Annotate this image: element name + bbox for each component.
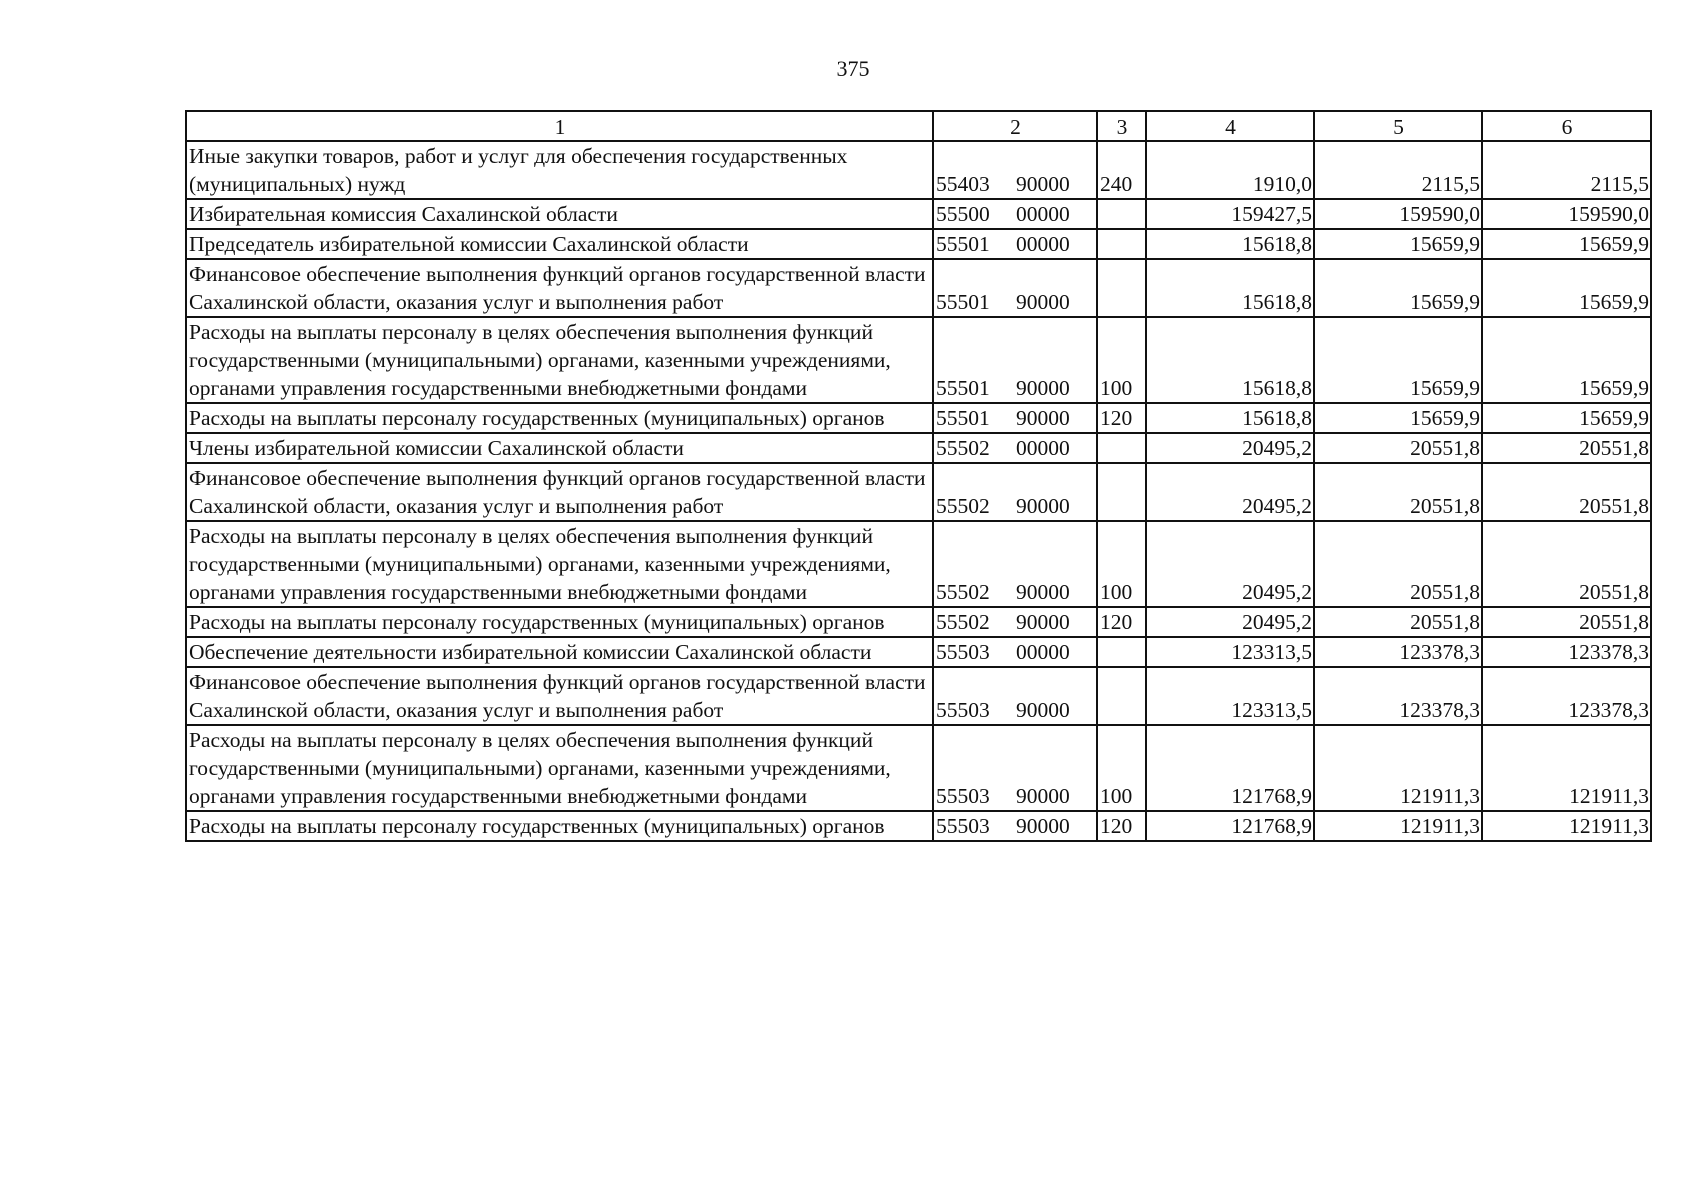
code-direction: 90000 [1016, 580, 1070, 604]
page-number: 375 [836, 56, 870, 81]
row-code [933, 607, 1097, 637]
code-program: 55503 [936, 784, 990, 808]
code-program: 55503 [936, 698, 990, 722]
code-direction: 90000 [1016, 494, 1070, 518]
code-direction: 00000 [1016, 202, 1070, 226]
row-value-4: 20495,2 [1146, 607, 1314, 637]
row-code [933, 199, 1097, 229]
row-value-6: 15659,9 [1482, 259, 1651, 317]
row-code [933, 317, 1097, 403]
row-value-4: 15618,8 [1146, 259, 1314, 317]
table-row [186, 403, 1651, 433]
row-code [933, 667, 1097, 725]
row-code [933, 403, 1097, 433]
row-value-6: 121911,3 [1482, 725, 1651, 811]
row-value-4: 15618,8 [1146, 317, 1314, 403]
code-direction: 90000 [1016, 406, 1070, 430]
row-value-6: 15659,9 [1482, 317, 1651, 403]
row-value-4: 121768,9 [1146, 725, 1314, 811]
row-name: Обеспечение деятельности избирательной комиссии Сахалинской области [186, 637, 933, 667]
code-program: 55500 [936, 202, 990, 226]
row-code [933, 259, 1097, 317]
code-program: 55503 [936, 640, 990, 664]
code-program: 55403 [936, 172, 990, 196]
row-value-6: 123378,3 [1482, 667, 1651, 725]
code-program: 55501 [936, 290, 990, 314]
row-expense-type: 100 [1097, 317, 1146, 403]
row-code [933, 725, 1097, 811]
row-name: Расходы на выплаты персоналу государственных (муниципальных) органов [186, 607, 933, 637]
row-value-5: 20551,8 [1314, 521, 1482, 607]
row-value-5: 121911,3 [1314, 811, 1482, 841]
row-expense-type: 240 [1097, 141, 1146, 199]
code-direction: 90000 [1016, 172, 1070, 196]
row-value-4: 15618,8 [1146, 229, 1314, 259]
column-header-4: 4 [1146, 111, 1314, 141]
table-row [186, 607, 1651, 637]
table-row [186, 199, 1651, 229]
code-program: 55503 [936, 814, 990, 838]
code-program: 55502 [936, 436, 990, 460]
row-value-5: 20551,8 [1314, 607, 1482, 637]
table-row [186, 433, 1651, 463]
row-name: Члены избирательной комиссии Сахалинской области [186, 433, 933, 463]
row-value-4: 1910,0 [1146, 141, 1314, 199]
table-row [186, 725, 1651, 811]
row-name: Председатель избирательной комиссии Сахалинской области [186, 229, 933, 259]
row-value-5: 15659,9 [1314, 403, 1482, 433]
column-header-5: 5 [1314, 111, 1482, 141]
row-value-5: 159590,0 [1314, 199, 1482, 229]
row-expense-type: 100 [1097, 521, 1146, 607]
table-row [186, 463, 1651, 521]
code-direction: 00000 [1016, 436, 1070, 460]
row-value-5: 2115,5 [1314, 141, 1482, 199]
row-value-6: 20551,8 [1482, 463, 1651, 521]
row-name: Расходы на выплаты персоналу в целях обеспечения выполнения функций государственными (муниципальными) органами, казенными учреждениями, органами управления государственными внебюджетными фондами [186, 521, 933, 607]
row-value-4: 123313,5 [1146, 637, 1314, 667]
row-name: Расходы на выплаты персоналу в целях обеспечения выполнения функций государственными (муниципальными) органами, казенными учреждениями, органами управления государственными внебюджетными фондами [186, 725, 933, 811]
row-value-5: 123378,3 [1314, 637, 1482, 667]
row-value-4: 15618,8 [1146, 403, 1314, 433]
row-code [933, 811, 1097, 841]
code-direction: 00000 [1016, 232, 1070, 256]
row-value-5: 123378,3 [1314, 667, 1482, 725]
row-expense-type: 120 [1097, 607, 1146, 637]
row-value-6: 20551,8 [1482, 607, 1651, 637]
row-name: Иные закупки товаров, работ и услуг для обеспечения государственных (муниципальных) нужд [186, 141, 933, 199]
table-row [186, 317, 1651, 403]
row-name: Финансовое обеспечение выполнения функций органов государственной власти Сахалинской области, оказания услуг и выполнения работ [186, 667, 933, 725]
row-value-5: 15659,9 [1314, 229, 1482, 259]
table-row [186, 521, 1651, 607]
row-value-4: 20495,2 [1146, 433, 1314, 463]
row-value-4: 20495,2 [1146, 463, 1314, 521]
table-row [186, 229, 1651, 259]
row-value-5: 20551,8 [1314, 433, 1482, 463]
row-value-6: 121911,3 [1482, 811, 1651, 841]
row-value-6: 20551,8 [1482, 433, 1651, 463]
code-direction: 90000 [1016, 290, 1070, 314]
row-expense-type [1097, 667, 1146, 725]
code-direction: 90000 [1016, 784, 1070, 808]
row-value-5: 15659,9 [1314, 317, 1482, 403]
row-value-5: 15659,9 [1314, 259, 1482, 317]
row-code [933, 141, 1097, 199]
row-expense-type [1097, 637, 1146, 667]
row-expense-type: 120 [1097, 811, 1146, 841]
row-code [933, 229, 1097, 259]
row-value-6: 159590,0 [1482, 199, 1651, 229]
row-name: Финансовое обеспечение выполнения функций органов государственной власти Сахалинской области, оказания услуг и выполнения работ [186, 463, 933, 521]
row-name: Расходы на выплаты персоналу государственных (муниципальных) органов [186, 403, 933, 433]
code-direction: 90000 [1016, 698, 1070, 722]
table-row [186, 259, 1651, 317]
table-row [186, 637, 1651, 667]
table-row [186, 811, 1651, 841]
row-name: Расходы на выплаты персоналу государственных (муниципальных) органов [186, 811, 933, 841]
column-header-1: 1 [186, 111, 933, 141]
row-code [933, 637, 1097, 667]
code-program: 55501 [936, 232, 990, 256]
row-code [933, 433, 1097, 463]
code-program: 55501 [936, 406, 990, 430]
row-name: Избирательная комиссия Сахалинской области [186, 199, 933, 229]
row-value-4: 123313,5 [1146, 667, 1314, 725]
row-value-4: 20495,2 [1146, 521, 1314, 607]
header-row [186, 111, 1651, 141]
code-direction: 90000 [1016, 376, 1070, 400]
code-program: 55502 [936, 494, 990, 518]
row-value-6: 123378,3 [1482, 637, 1651, 667]
row-name: Расходы на выплаты персоналу в целях обеспечения выполнения функций государственными (муниципальными) органами, казенными учреждениями, органами управления государственными внебюджетными фондами [186, 317, 933, 403]
code-direction: 00000 [1016, 640, 1070, 664]
table-body [186, 141, 1651, 841]
table-row [186, 141, 1651, 199]
row-name: Финансовое обеспечение выполнения функций органов государственной власти Сахалинской области, оказания услуг и выполнения работ [186, 259, 933, 317]
row-value-6: 20551,8 [1482, 521, 1651, 607]
row-value-6: 15659,9 [1482, 229, 1651, 259]
column-header-3: 3 [1097, 111, 1146, 141]
column-header-6: 6 [1482, 111, 1651, 141]
budget-table [185, 110, 1652, 842]
row-value-4: 121768,9 [1146, 811, 1314, 841]
column-header-2: 2 [933, 111, 1097, 141]
code-direction: 90000 [1016, 814, 1070, 838]
row-value-5: 121911,3 [1314, 725, 1482, 811]
row-expense-type [1097, 229, 1146, 259]
code-program: 55501 [936, 376, 990, 400]
code-direction: 90000 [1016, 610, 1070, 634]
row-expense-type [1097, 433, 1146, 463]
row-value-4: 159427,5 [1146, 199, 1314, 229]
row-expense-type: 100 [1097, 725, 1146, 811]
row-expense-type [1097, 259, 1146, 317]
code-program: 55502 [936, 610, 990, 634]
row-expense-type [1097, 199, 1146, 229]
row-expense-type [1097, 463, 1146, 521]
row-code [933, 521, 1097, 607]
row-value-6: 15659,9 [1482, 403, 1651, 433]
row-expense-type: 120 [1097, 403, 1146, 433]
row-value-5: 20551,8 [1314, 463, 1482, 521]
code-program: 55502 [936, 580, 990, 604]
row-value-6: 2115,5 [1482, 141, 1651, 199]
row-code [933, 463, 1097, 521]
table-row [186, 667, 1651, 725]
